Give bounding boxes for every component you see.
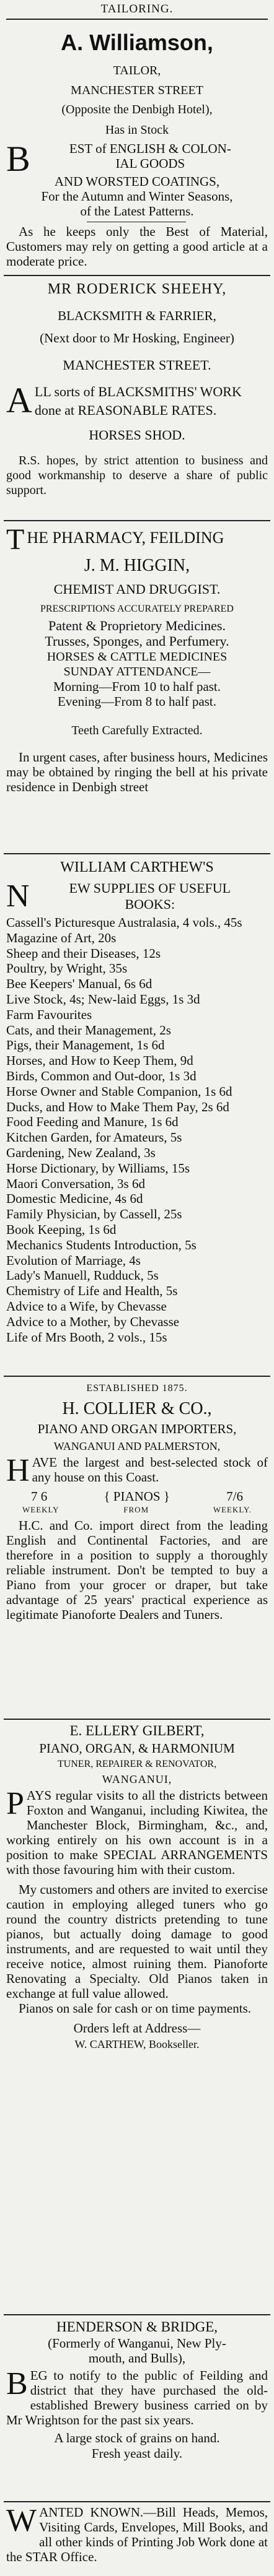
sheehy-body-block [6, 380, 268, 420]
carthew-title-block [6, 880, 268, 913]
book-item: Book Keeping, 1s 6d [6, 1221, 117, 1237]
book-item: Cassell's Picturesque Australasia, 4 vols., 45s [6, 915, 242, 930]
dropcap-h: H [6, 1453, 30, 1488]
stock-line-5: of the Latest Patterns. [80, 204, 194, 218]
collier-established: ESTABLISHED 1875. [86, 1383, 188, 1394]
book-item: Life of Mrs Booth, 2 vols., 15s [6, 1329, 167, 1345]
pharmacy-ad [6, 525, 268, 847]
book-item: Maori Conversation, 3s 6d [6, 1176, 145, 1191]
tailor-location: (Opposite the Denbigh Hotel), [61, 103, 213, 116]
collier-prices [6, 1488, 268, 1504]
divider [4, 520, 270, 521]
collier-weekly [6, 1504, 268, 1516]
tailor-street: MANCHESTER STREET [71, 84, 203, 97]
pharmacy-notice: In urgent cases, after business hours, Medicines may be obtained by ringing the bell at his private residence in Denbigh street [6, 749, 268, 794]
gilbert-body-2: My customers and others are invited to exercise caution in employing alleged tuners who go round the country districts pretending to tune pianos, but actually doing damage to good instruments, and are requested to wait until they receive notice, almost ruining them. Pianoforte Renovating a Specialty. Old Pianos taken in exchange at full value allowed. [6, 1882, 268, 2001]
dropcap-b: B [6, 2366, 28, 2401]
dropcap-t: T [6, 525, 25, 556]
collier-intro-block [6, 1453, 268, 1488]
book-item: Domestic Medicine, 4s 6d [6, 1191, 143, 1207]
book-item: Ducks, and How to Make Them Pay, 2s 6d [6, 1099, 229, 1114]
book-item: Chemistry of Life and Health, 5s [6, 1283, 178, 1299]
divider [4, 853, 270, 854]
dropcap-w: W [6, 2505, 37, 2538]
book-item: Pigs, their Management, 1s 6d [6, 1038, 165, 1053]
dropcap-b: B [6, 139, 30, 179]
pharmacy-line-6: Morning—From 10 to half past. [53, 679, 221, 694]
book-item: Sheep and their Diseases, 12s [6, 945, 161, 961]
henderson-body-block [6, 2368, 268, 2427]
book-item: Live Stock, 4s; New-laid Eggs, 1s 3d [6, 991, 200, 1007]
tailor-notice-wrap [6, 224, 268, 271]
book-item: Advice to a Wife, by Chevasse [6, 1298, 167, 1314]
pharmacy-line-4: HORSES & CATTLE MEDICINES [46, 649, 228, 664]
sheehy-name: MR RODERICK SHEEHY, [47, 281, 227, 297]
sheehy-location: (Next door to Mr Hosking, Engineer) [40, 331, 234, 345]
gilbert-name: E. ELLERY GILBERT, [69, 1723, 205, 1738]
dropcap-n: N [6, 878, 30, 914]
wanted-body-block [6, 2505, 268, 2564]
carthew-ad [6, 857, 268, 1372]
tailor-stock-intro: Has in Stock [105, 123, 169, 137]
collier-trade: PIANO AND ORGAN IMPORTERS, [37, 1421, 237, 1436]
stock-line-2: IAL GOODS [115, 156, 185, 171]
pharmacy-line-2: Patent & Proprietory Medicines. [48, 617, 226, 633]
gilbert-orders-label: Orders left at Address— [73, 2021, 201, 2036]
pharmacy-heading: HE PHARMACY, FEILDING [27, 529, 224, 547]
tailor-trade: TAILOR, [113, 64, 161, 77]
pharmacy-line-1: PRESCRIPTIONS ACCURATELY PREPARED [40, 603, 234, 614]
stock-line-1: EST of ENGLISH & COLON- [69, 141, 231, 156]
pharmacy-line-8: Teeth Carefully Extracted. [71, 723, 203, 737]
henderson-sub-2: mouth, and Bulls), [88, 2351, 186, 2366]
gilbert-body-block [6, 1788, 268, 1877]
tailor-notice: As he keeps only the Best of Material, Customers may rely on getting a good article at a moderate price. [6, 224, 268, 269]
sheehy-street: MANCHESTER STREET. [63, 357, 211, 373]
gilbert-trade: PIANO, ORGAN, & HARMONIUM [39, 1741, 235, 1756]
book-item: Poultry, by Wright, 35s [6, 961, 128, 976]
book-item: Advice to a Mother, by Chevasse [6, 1314, 180, 1329]
book-item: Evolution of Marriage, 4s [6, 1252, 141, 1268]
henderson-grain: A large stock of grains on hand. [54, 2431, 220, 2445]
carthew-title-2: BOOKS: [125, 896, 175, 912]
gilbert-orders-address: W. CARTHEW, Bookseller. [74, 2038, 200, 2050]
gilbert-ad [6, 1722, 268, 2179]
sheehy-ad [6, 279, 268, 514]
book-item: Kitchen Garden, for Amateurs, 5s [6, 1130, 182, 1145]
book-item: Birds, Common and Out-door, 1s 3d [6, 1068, 197, 1083]
book-item: Cats, and their Management, 2s [6, 1022, 171, 1038]
tailoring-ad [6, 1, 268, 218]
carthew-title-1: EW SUPPLIES OF USEFUL [69, 880, 231, 896]
stock-line-3: AND WORSTED COATINGS, [54, 174, 220, 189]
gilbert-body-3: Pianos on sale for cash or on time payments. [19, 2001, 252, 2016]
sheehy-body: LL sorts of BLACKSMITHS' WORK done at REASONABLE RATES. [34, 384, 242, 418]
dropcap-p: P [6, 1786, 24, 1821]
pharmacy-name: J. M. HIGGIN, [84, 555, 190, 575]
tailor-stock-block [6, 141, 268, 218]
gilbert-town: WANGANUI, [102, 1773, 172, 1785]
price-left: 7 6 [31, 1489, 48, 1504]
book-item: Horse Owner and Stable Companion, 1s 6d [6, 1083, 232, 1099]
weekly-left: WEEKLY [22, 1505, 60, 1514]
collier-towns: WANGANUI AND PALMERSTON, [53, 1440, 221, 1452]
book-item: Horse Dictionary, by Williams, 15s [6, 1160, 190, 1176]
pharmacy-line-3: Trusses, Sponges, and Perfumery. [45, 633, 229, 649]
pharmacy-heading-block [6, 525, 268, 556]
tailoring-heading: TAILORING. [100, 2, 174, 15]
book-item: Bee Keepers' Manual, 6s 6d [6, 976, 152, 992]
collier-intro: AVE the largest and best-selected stock of any house on this Coast. [32, 1455, 268, 1485]
book-list [6, 915, 268, 1345]
dropcap-a: A [6, 380, 32, 420]
henderson-ad [6, 2318, 268, 2466]
sheehy-horses: HORSES SHOD. [89, 427, 185, 443]
divider [4, 275, 270, 276]
price-right: 7/6 [226, 1489, 243, 1504]
book-item: Food Feeding and Manure, 1s 6d [6, 1114, 179, 1130]
henderson-name: HENDERSON & BRIDGE, [56, 2319, 218, 2335]
wanted-ad [6, 2505, 268, 2574]
henderson-body: EG to notify to the public of Feilding and district that they have purchased the old-established Brewery business carried on by Mr Wrightson for the past six years. [6, 2368, 268, 2427]
pharmacy-trade: CHEMIST AND DRUGGIST. [53, 581, 221, 597]
collier-body: H.C. and Co. import direct from the leading English and Continental Factories, and are therefore in a position to supply a thoroughly reliable instrument. Don't be tempted to buy a Piano from your grocer or draper, but take advantage of 25 years' practical experience as legitimate Pianoforte Dealers and Tuners. [6, 1518, 268, 1622]
price-center: { PIANOS } [104, 1489, 170, 1504]
stock-line-4: For the Autumn and Winter Seasons, [41, 189, 233, 204]
henderson-sub-1: (Formerly of Wanganui, New Ply- [48, 2336, 226, 2351]
book-item: Lady's Manuell, Rudduck, 5s [6, 1268, 159, 1283]
divider [4, 1719, 270, 1720]
henderson-yeast: Fresh yeast daily. [91, 2446, 183, 2461]
book-item: Family Physician, by Cassell, 25s [6, 1207, 182, 1222]
divider [4, 1376, 270, 1377]
carthew-heading: WILLIAM CARTHEW'S [60, 859, 214, 875]
weekly-center: FROM [123, 1505, 149, 1514]
wanted-body: ANTED KNOWN.—Bill Heads, Memos, Visiting Cards, Envelopes, Mill Books, and all other kinds of Printing Job Work done at the STAR Office. [6, 2505, 268, 2564]
sheehy-trade: BLACKSMITH & FARRIER, [58, 308, 216, 323]
book-item: Mechanics Students Introduction, 5s [6, 1237, 197, 1252]
weekly-right: WEEKLY. [213, 1505, 252, 1514]
divider [6, 19, 268, 20]
sheehy-notice: R.S. hopes, by strict attention to business and good workmanship to deserve a share of public support. [6, 454, 268, 497]
book-item: Magazine of Art, 20s [6, 930, 117, 945]
gilbert-body-1: AYS regular visits to all the districts between Foxton and Wanganui, including Kiwitea, the Manchester Block, Birmingham, &c., and, working entirely on his own account is in a position to make SPECIAL ARRANGEMENTS with those favouring him with their custom. [6, 1788, 268, 1877]
tailor-name: A. Williamson, [61, 30, 213, 55]
book-item: Horses, and How to Keep Them, 9d [6, 1053, 193, 1069]
divider [4, 2314, 270, 2315]
collier-name: H. COLLIER & CO., [62, 1399, 212, 1418]
pharmacy-line-7: Evening—From 8 to half past. [57, 693, 217, 709]
book-item: Farm Favourites [6, 1007, 92, 1022]
divider [4, 2501, 270, 2502]
gilbert-subtrade: TUNER, REPAIRER & RENOVATOR, [57, 1759, 217, 1769]
collier-ad [6, 1379, 268, 1707]
book-item: Gardening, New Zealand, 3s [6, 1145, 156, 1160]
pharmacy-line-5: SUNDAY ATTENDANCE— [63, 664, 211, 679]
